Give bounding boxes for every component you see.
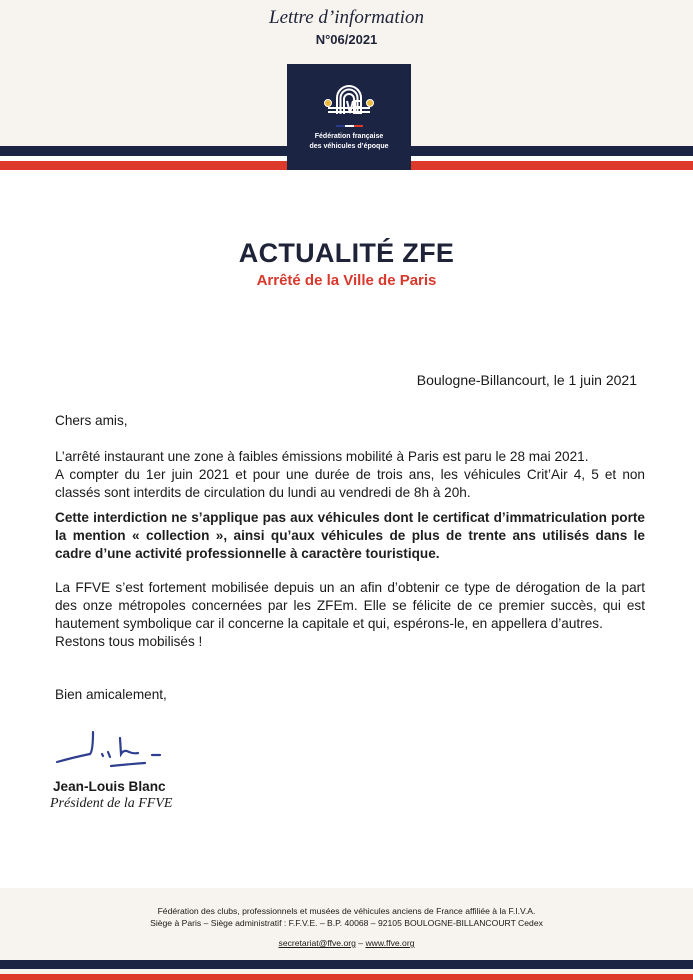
logo-caption-line1: Fédération française: [314, 133, 384, 140]
website-link[interactable]: www.ffve.org: [365, 938, 415, 948]
paragraph-1: [55, 448, 645, 502]
signer-role: Président de la FFVE: [50, 796, 173, 811]
page-title: ACTUALITÉ ZFE: [238, 238, 455, 268]
issue-number: N°06/2021: [315, 32, 378, 47]
link-separator: –: [355, 938, 366, 948]
handwritten-signature-icon: [50, 724, 180, 776]
ffve-logo: [287, 64, 411, 170]
logo-tricolor-bar: [336, 125, 363, 127]
footer-stripe-red: [0, 974, 693, 980]
paragraph-3-body: La FFVE s’est fortement mobilisée depuis un an afin d’obtenir ce type de dérogation de la part des onze métropoles concernées par les ZFEm. Elle se félicite de ce premier succès, qui est hautement symbolique car il concerne la capitale et qui, espérons-le, en appellera d’autres.: [55, 580, 645, 631]
footer-links: [0, 938, 693, 948]
email-link[interactable]: secretariat@ffve.org: [278, 938, 356, 948]
ffve-logo-icon: [320, 78, 378, 124]
paragraph-3-last: Restons tous mobilisés !: [55, 634, 203, 649]
logo-caption-line2: des véhicules d’époque: [309, 143, 389, 150]
paragraph-2-bold: Cette interdiction ne s’applique pas aux véhicules dont le certificat d’immatriculation porte la mention « collection », ainsi qu’aux véhicules de plus de trente ans utilisés dans le cadre d’une activité professionnelle à caractère touristique.: [55, 510, 645, 561]
paragraph-1-line-1: L’arrêté instaurant une zone à faibles émissions mobilité à Paris est paru le 28 mai 2021.: [55, 449, 589, 464]
footer-stripe-navy: [0, 960, 693, 969]
closing: Bien amicalement,: [55, 687, 167, 702]
place-date: Boulogne-Billancourt, le 1 juin 2021: [416, 372, 637, 388]
footer-address-line: Siège à Paris – Siège administratif : F.F.V.E. – B.P. 40068 – 92105 BOULOGNE-BILLANCOURT Cedex: [150, 918, 543, 928]
signer-name: Jean-Louis Blanc: [53, 779, 166, 794]
paragraph-1-line-2: A compter du 1er juin 2021 et pour une durée de trois ans, les véhicules Crit’Air 4, 5 et non classés sont interdits de circulation du lundi au vendredi de 8h à 20h.: [55, 467, 645, 500]
greeting: Chers amis,: [55, 413, 128, 428]
newsletter-title: Lettre d’information: [269, 7, 424, 28]
paragraph-3: [55, 579, 645, 651]
footer-federation-line: Fédération des clubs, professionnels et musées de véhicules anciens de France affiliée à la F.I.V.A.: [157, 906, 536, 916]
page-subtitle: Arrêté de la Ville de Paris: [256, 272, 437, 289]
logo-caption: [287, 132, 411, 152]
